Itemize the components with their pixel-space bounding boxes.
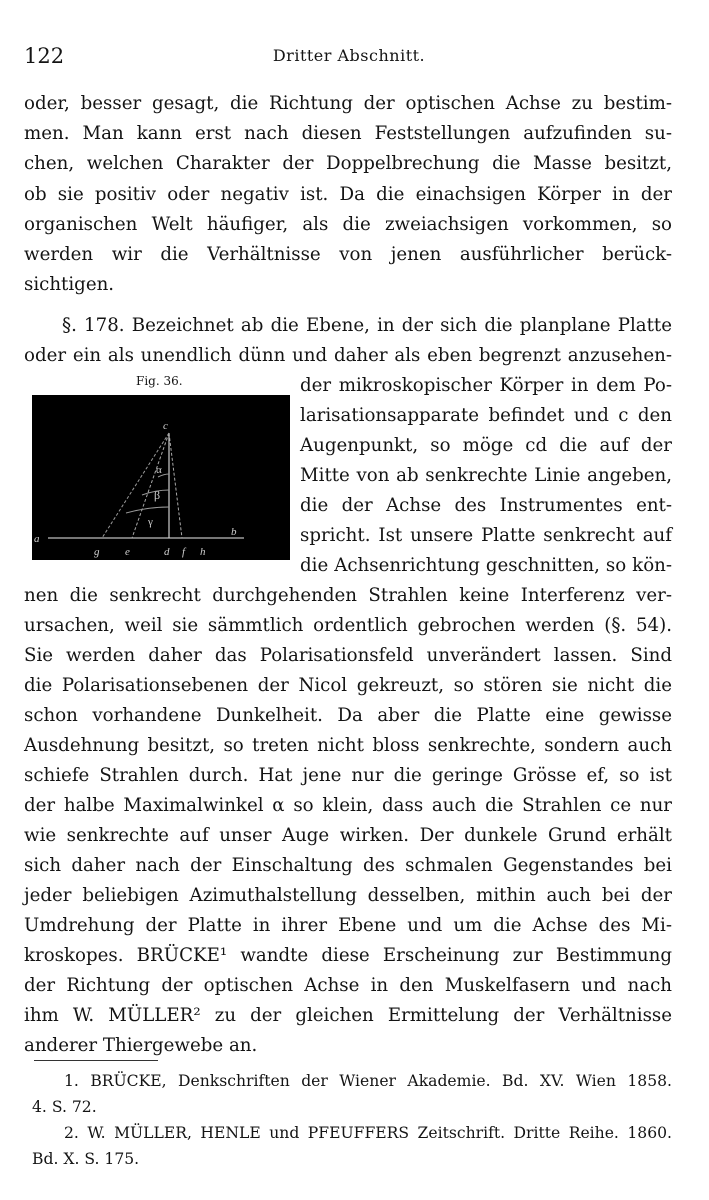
text-line: die Polarisationsebenen der Nicol gekreuzt, so stören sie nicht die: [24, 675, 672, 696]
text-line: Mitte von ab senkrechte Linie angeben,: [300, 465, 672, 486]
text-line: anderer Thiergewebe an.: [24, 1035, 258, 1056]
figure-caption: Fig. 36.: [136, 374, 183, 388]
ray-diagram: [32, 395, 290, 560]
text-line: der Richtung der optischen Achse in den Muskelfasern und nach: [24, 975, 672, 996]
text-line: der halbe Maximalwinkel α so klein, dass auch die Strahlen ce nur: [24, 795, 672, 816]
label-b: b: [231, 526, 237, 538]
text-line: spricht. Ist unsere Platte senkrecht auf: [300, 525, 672, 546]
footnote-separator: [34, 1060, 158, 1061]
text-line: nen die senkrecht durchgehenden Strahlen keine Interferenz ver-: [24, 585, 672, 606]
text-line: ursachen, weil sie sämmtlich ordentlich gebrochen werden (§. 54).: [24, 615, 672, 636]
label-h: h: [200, 546, 206, 558]
text-line: der mikroskopischer Körper in dem Po-: [300, 375, 672, 396]
label-e: e: [125, 546, 130, 558]
text-line: Augenpunkt, so möge cd die auf der: [300, 435, 672, 456]
label-d: d: [164, 546, 170, 558]
label-gamma: γ: [148, 516, 153, 528]
figure-36: [32, 395, 290, 560]
label-beta: β: [154, 488, 161, 502]
text-line: werden wir die Verhältnisse von jenen ausführlicher berück-: [24, 244, 672, 265]
label-c: c: [163, 420, 168, 432]
text-line: sichtigen.: [24, 274, 115, 295]
text-line: jeder beliebigen Azimuthalstellung desselben, mithin auch bei der: [24, 885, 672, 906]
text-line: Umdrehung der Platte in ihrer Ebene und um die Achse des Mi-: [24, 915, 672, 936]
ray-c-g: [102, 433, 169, 538]
text-line: chen, welchen Charakter der Doppelbrechung die Masse besitzt,: [24, 153, 672, 174]
footnote: 1. BRÜCKE, Denkschriften der Wiener Akademie. Bd. XV. Wien 1858.: [64, 1072, 672, 1090]
text-line: wie senkrechte auf unser Auge wirken. Der dunkele Grund erhält: [24, 825, 672, 846]
label-alpha: α: [156, 464, 162, 476]
text-line: ob sie positiv oder negativ ist. Da die einachsigen Körper in der: [24, 184, 672, 205]
paragraph-start-line: §. 178. Bezeichnet ab die Ebene, in der sich die planplane Platte: [62, 315, 672, 336]
text-line: larisationsapparate befindet und c den: [300, 405, 672, 426]
text-line: Sie werden daher das Polarisationsfeld unverändert lassen. Sind: [24, 645, 672, 666]
label-a: a: [34, 533, 40, 545]
text-line: oder, besser gesagt, die Richtung der optischen Achse zu bestim-: [24, 93, 672, 114]
text-line: schiefe Strahlen durch. Hat jene nur die geringe Grösse ef, so ist: [24, 765, 672, 786]
ray-c-f: [169, 433, 182, 538]
page-number: 122: [24, 44, 65, 68]
text-line: ihm W. MÜLLER² zu der gleichen Ermittelung der Verhältnisse: [24, 1005, 672, 1026]
text-line: Ausdehnung besitzt, so treten nicht bloss senkrechte, sondern auch: [24, 735, 672, 756]
footnote-continuation: Bd. X. S. 175.: [32, 1150, 140, 1168]
text-line: die Achsenrichtung geschnitten, so kön-: [300, 555, 672, 576]
text-line: kroskopes. BRÜCKE¹ wandte diese Erscheinung zur Bestimmung: [24, 945, 672, 966]
text-line: schon vorhandene Dunkelheit. Da aber die Platte eine gewisse: [24, 705, 672, 726]
page-header: [24, 44, 674, 74]
text-line: organischen Welt häufiger, als die zweiachsigen vorkommen, so: [24, 214, 672, 235]
text-line: die der Achse des Instrumentes ent-: [300, 495, 672, 516]
footnote: 2. W. MÜLLER, HENLE und PFEUFFERS Zeitschrift. Dritte Reihe. 1860.: [64, 1124, 672, 1142]
text-line: men. Man kann erst nach diesen Feststellungen aufzufinden su-: [24, 123, 672, 144]
label-g: g: [94, 546, 100, 558]
text-line: oder ein als unendlich dünn und daher als eben begrenzt anzusehen-: [24, 345, 672, 366]
running-title: Dritter Abschnitt.: [272, 46, 426, 65]
text-line: sich daher nach der Einschaltung des schmalen Gegenstandes bei: [24, 855, 672, 876]
label-f: f: [182, 546, 186, 558]
angle-arc-gamma: [126, 507, 169, 513]
footnote-continuation: 4. S. 72.: [32, 1098, 97, 1116]
